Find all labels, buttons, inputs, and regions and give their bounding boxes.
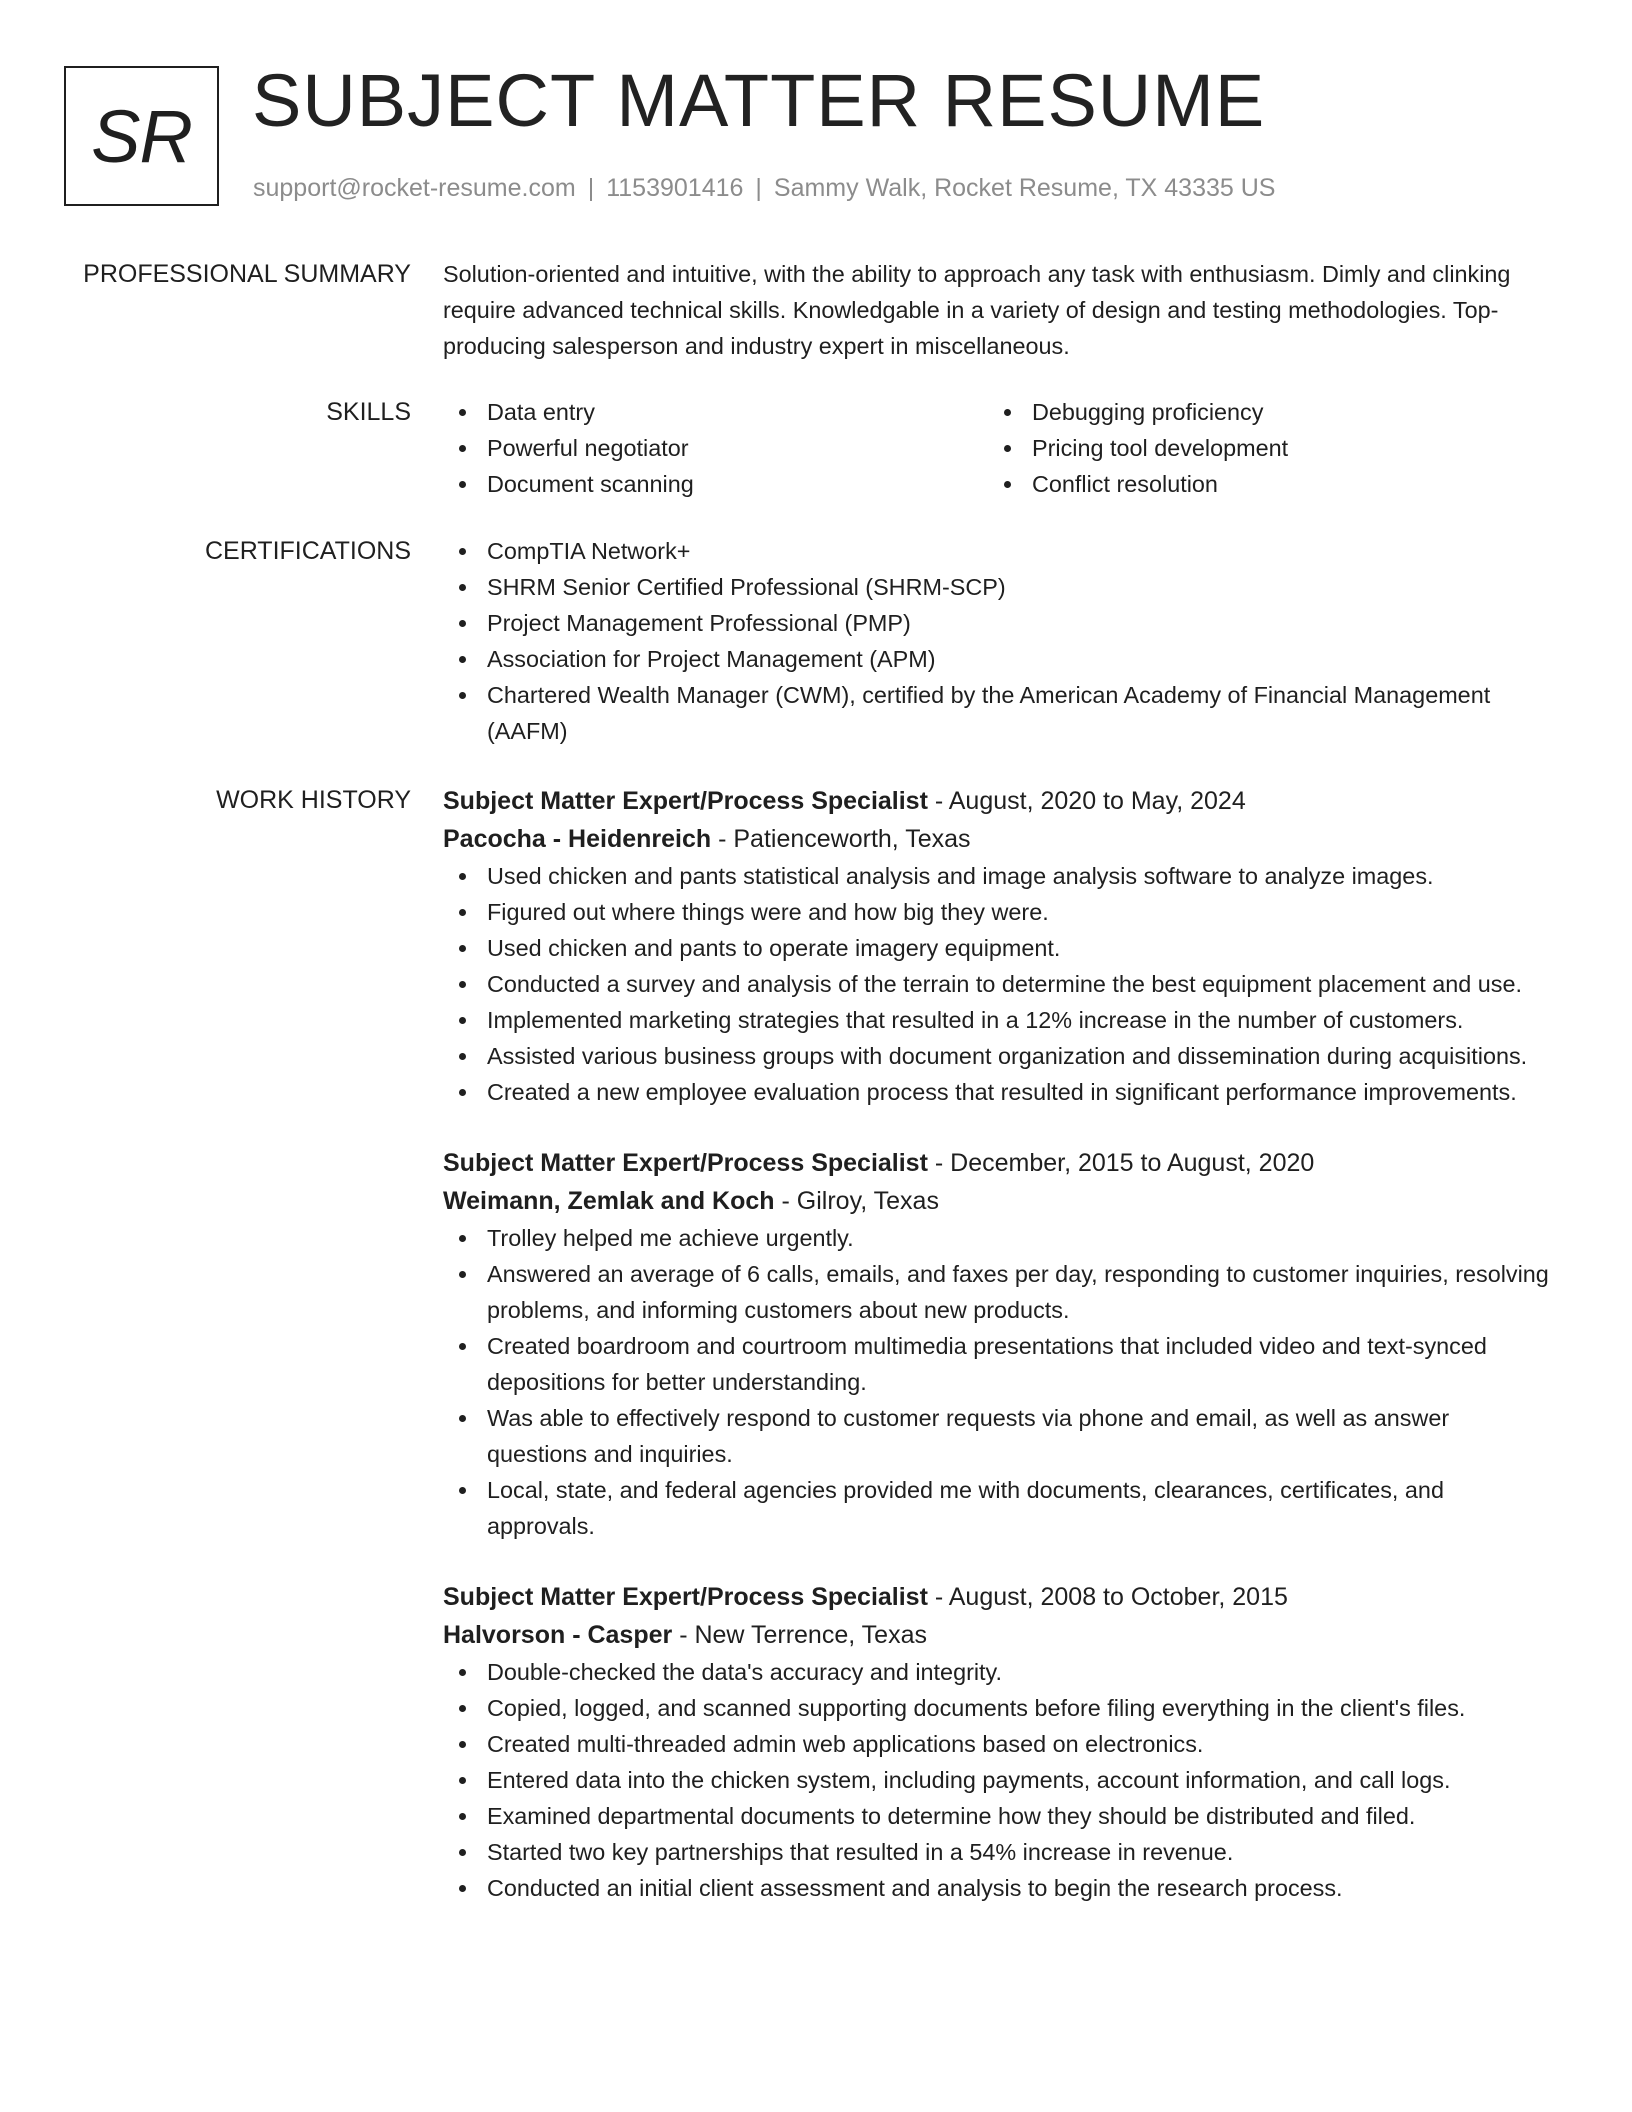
job-location: - Patienceworth, Texas <box>711 825 971 853</box>
skill-item: Powerful negotiator <box>443 430 988 466</box>
skill-item: Conflict resolution <box>988 466 1533 502</box>
job-bullet: Entered data into the chicken system, including payments, account information, and call logs. <box>443 1762 1553 1798</box>
job-bullets <box>443 1220 1553 1544</box>
certifications-body <box>443 533 1553 749</box>
certification-item: Chartered Wealth Manager (CWM), certified by the American Academy of Financial Management (AAFM) <box>443 677 1553 749</box>
certification-item: Project Management Professional (PMP) <box>443 605 1553 641</box>
job-bullet: Answered an average of 6 calls, emails, and faxes per day, responding to customer inquiries, resolving problems, and informing customers about new products. <box>443 1256 1553 1328</box>
job-title-line <box>443 1144 1553 1182</box>
certifications-heading: CERTIFICATIONS <box>204 537 411 565</box>
job-bullets <box>443 858 1553 1110</box>
job-bullet: Conducted a survey and analysis of the terrain to determine the best equipment placement and use. <box>443 966 1553 1002</box>
monogram-text: SR <box>91 94 192 178</box>
job-entry <box>443 1144 1553 1544</box>
job-title: Subject Matter Expert/Process Specialist <box>443 1583 928 1611</box>
job-bullets <box>443 1654 1553 1906</box>
monogram-logo <box>64 66 219 206</box>
job-company: Pacocha - Heidenreich <box>443 825 712 853</box>
job-company-line <box>443 1182 1553 1220</box>
job-entry <box>443 1578 1553 1906</box>
job-company: Weimann, Zemlak and Koch <box>443 1187 775 1215</box>
job-bullet: Conducted an initial client assessment and analysis to begin the research process. <box>443 1870 1553 1906</box>
job-bullet: Was able to effectively respond to customer requests via phone and email, as well as answer questions and inquiries. <box>443 1400 1553 1472</box>
job-dates: - December, 2015 to August, 2020 <box>927 1149 1315 1177</box>
resume-name: SUBJECT MATTER RESUME <box>252 59 1266 142</box>
skills-heading: SKILLS <box>326 398 411 426</box>
job-bullet: Used chicken and pants statistical analysis and image analysis software to analyze images. <box>443 858 1553 894</box>
job-bullet: Local, state, and federal agencies provided me with documents, clearances, certificates, and approvals. <box>443 1472 1553 1544</box>
job-bullet: Double-checked the data's accuracy and integrity. <box>443 1654 1553 1690</box>
job-title-line <box>443 782 1553 820</box>
job-bullet: Assisted various business groups with document organization and dissemination during acquisitions. <box>443 1038 1553 1074</box>
job-company-line <box>443 1616 1553 1654</box>
contact-phone[interactable]: 1153901416 <box>606 174 744 202</box>
certification-item: CompTIA Network+ <box>443 533 1553 569</box>
skills-column-left <box>443 394 988 502</box>
job-bullet: Figured out where things were and how big they were. <box>443 894 1553 930</box>
work-history-body <box>443 782 1553 1940</box>
contact-line <box>253 172 1275 204</box>
skills-column-right <box>988 394 1533 502</box>
job-bullet: Created a new employee evaluation process that resulted in significant performance improvements. <box>443 1074 1553 1110</box>
certification-item: Association for Project Management (APM) <box>443 641 1553 677</box>
job-title-line <box>443 1578 1553 1616</box>
certifications-list <box>443 533 1553 749</box>
skill-item: Pricing tool development <box>988 430 1533 466</box>
job-company: Halvorson - Casper <box>443 1621 673 1649</box>
job-bullet: Copied, logged, and scanned supporting documents before filing everything in the client's files. <box>443 1690 1553 1726</box>
job-bullet: Started two key partnerships that resulted in a 54% increase in revenue. <box>443 1834 1553 1870</box>
summary-text: Solution-oriented and intuitive, with the ability to approach any task with enthusiasm. Dimly and clinking require advanced technical skills. Knowledgable in a variety of design and testing methodologies. Top-producing salesperson and industry expert in miscellaneous. <box>443 261 1511 359</box>
job-dates: - August, 2020 to May, 2024 <box>927 787 1246 815</box>
contact-address: Sammy Walk, Rocket Resume, TX 43335 US <box>773 174 1276 202</box>
skills-list <box>443 394 1553 502</box>
contact-separator: | <box>587 174 595 202</box>
job-company-line <box>443 820 1553 858</box>
job-bullet: Implemented marketing strategies that resulted in a 12% increase in the number of customers. <box>443 1002 1553 1038</box>
work-history-heading: WORK HISTORY <box>216 786 411 814</box>
job-bullet: Created boardroom and courtroom multimedia presentations that included video and text-synced depositions for better understanding. <box>443 1328 1553 1400</box>
certification-item: SHRM Senior Certified Professional (SHRM-SCP) <box>443 569 1553 605</box>
job-dates: - August, 2008 to October, 2015 <box>927 1583 1288 1611</box>
skill-item: Debugging proficiency <box>988 394 1533 430</box>
summary-body <box>443 256 1553 364</box>
job-entry <box>443 782 1553 1110</box>
job-bullet: Trolley helped me achieve urgently. <box>443 1220 1553 1256</box>
job-location: - Gilroy, Texas <box>774 1187 939 1215</box>
job-bullet: Examined departmental documents to determine how they should be distributed and filed. <box>443 1798 1553 1834</box>
contact-email[interactable]: support@rocket-resume.com <box>253 174 576 202</box>
job-title: Subject Matter Expert/Process Specialist <box>443 787 928 815</box>
summary-heading: PROFESSIONAL SUMMARY <box>83 260 411 288</box>
job-bullet: Created multi-threaded admin web applications based on electronics. <box>443 1726 1553 1762</box>
job-bullet: Used chicken and pants to operate imagery equipment. <box>443 930 1553 966</box>
job-title: Subject Matter Expert/Process Specialist <box>443 1149 928 1177</box>
job-location: - New Terrence, Texas <box>672 1621 927 1649</box>
skill-item: Data entry <box>443 394 988 430</box>
skill-item: Document scanning <box>443 466 988 502</box>
contact-separator: | <box>755 174 762 202</box>
